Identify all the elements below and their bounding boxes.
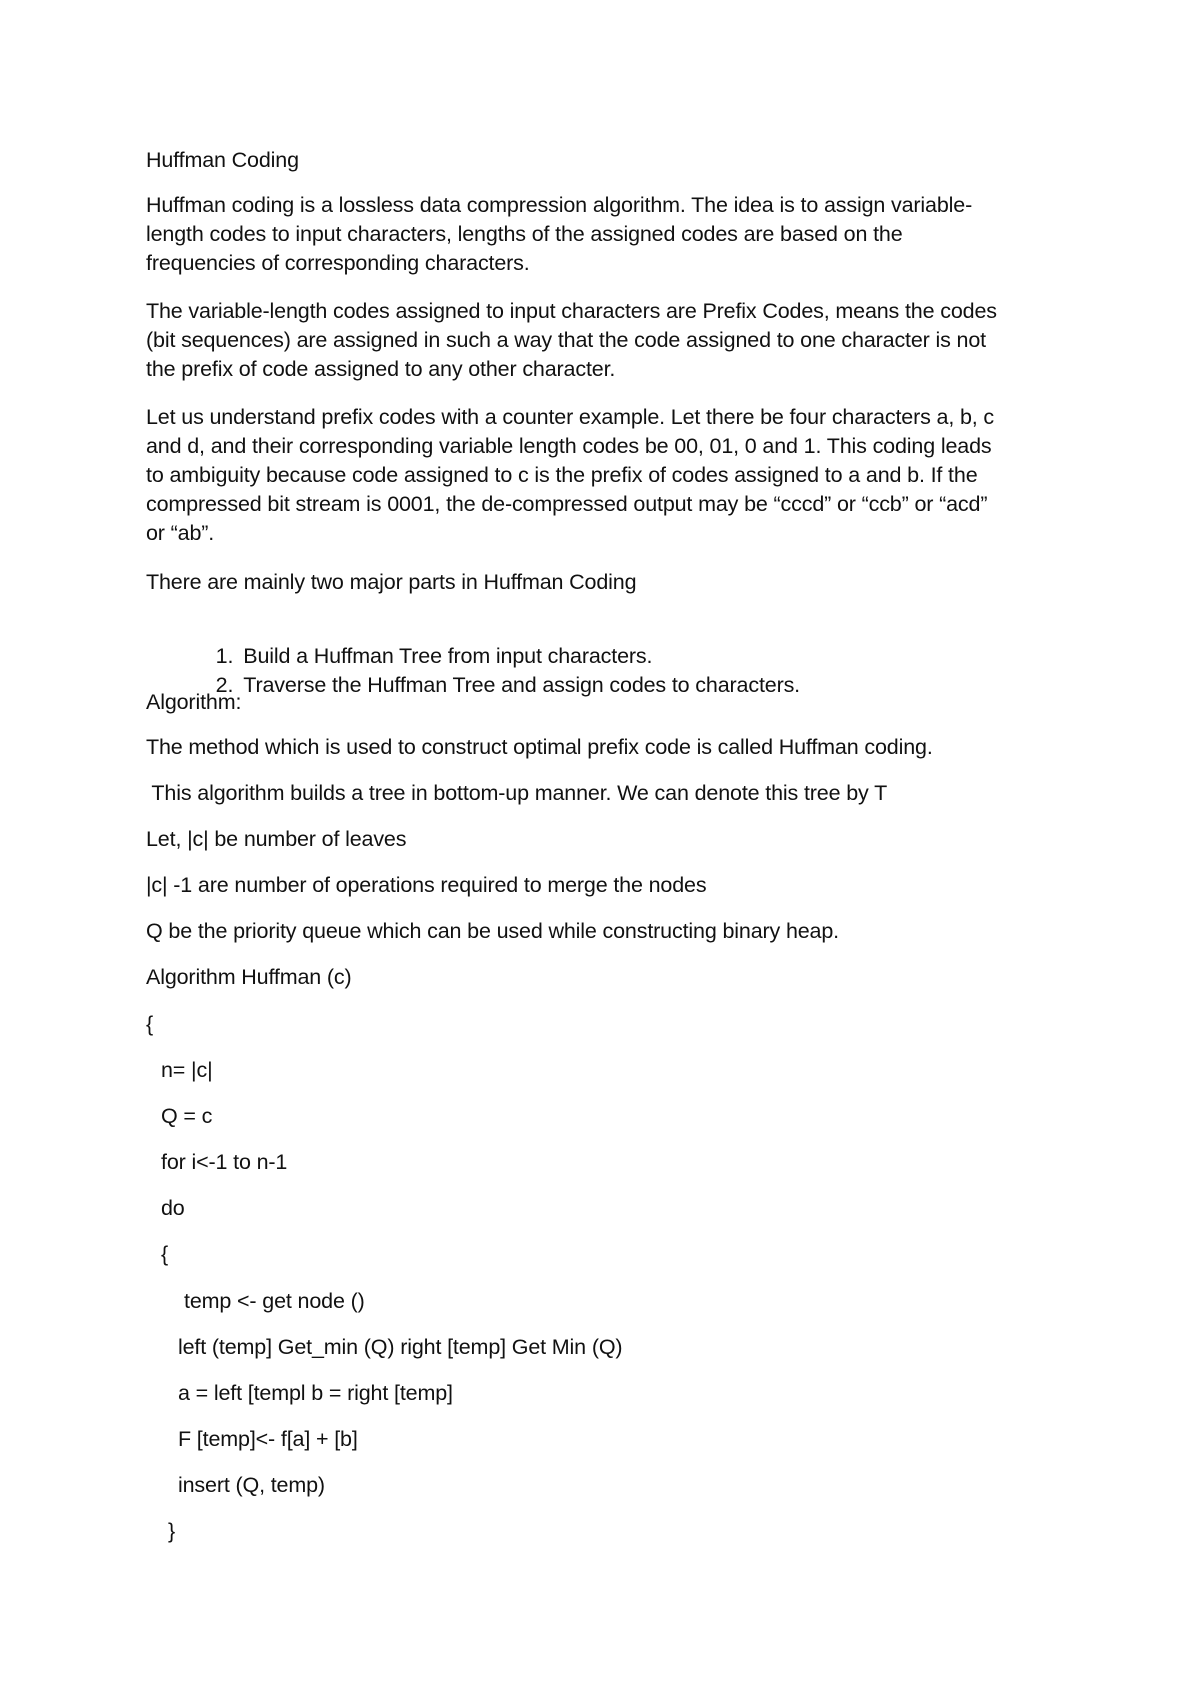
- list-text: Traverse the Huffman Tree and assign codes to characters.: [243, 673, 801, 697]
- list-text: Build a Huffman Tree from input characters.: [243, 644, 653, 668]
- code-inner-close-brace: }: [168, 1519, 176, 1543]
- paragraph-line: frequencies of corresponding characters.: [146, 251, 530, 275]
- code-line: a = left [templ b = right [temp]: [178, 1381, 453, 1405]
- intro-paragraph: [146, 191, 1066, 278]
- code-line: Q = c: [161, 1104, 213, 1128]
- bottom-up-line: This algorithm builds a tree in bottom-up manner. We can denote this tree by T: [146, 781, 888, 805]
- paragraph-line: The variable-length codes assigned to input characters are Prefix Codes, means the codes: [146, 299, 997, 323]
- paragraph-line: (bit sequences) are assigned in such a way that the code assigned to one character is not: [146, 328, 986, 352]
- document-page: [146, 0, 1066, 1696]
- list-item: [184, 642, 800, 729]
- paragraph-line: or “ab”.: [146, 521, 215, 545]
- leaves-line: Let, |c| be number of leaves: [146, 827, 407, 851]
- method-line: The method which is used to construct optimal prefix code is called Huffman coding.: [146, 735, 933, 759]
- queue-line: Q be the priority queue which can be used while constructing binary heap.: [146, 919, 839, 943]
- code-line: F [temp]<- f[a] + [b]: [178, 1427, 358, 1451]
- code-inner-open-brace: {: [161, 1242, 169, 1266]
- operations-line: |c| -1 are number of operations required to merge the nodes: [146, 873, 707, 897]
- list-number: 1.: [215, 644, 234, 668]
- paragraph-line: the prefix of code assigned to any other character.: [146, 357, 616, 381]
- code-line: left (temp] Get_min (Q) right [temp] Get Min (Q): [178, 1335, 623, 1359]
- code-line: for i<-1 to n-1: [161, 1150, 288, 1174]
- paragraph-line: Huffman coding is a lossless data compression algorithm. The idea is to assign variable-: [146, 193, 973, 217]
- code-line: do: [161, 1196, 185, 1220]
- code-line: insert (Q, temp): [178, 1473, 325, 1497]
- paragraph-line: and d, and their corresponding variable length codes be 00, 01, 0 and 1. This coding leads: [146, 434, 992, 458]
- code-header: Algorithm Huffman (c): [146, 965, 352, 989]
- paragraph-line: to ambiguity because code assigned to c is the prefix of codes assigned to a and b. If the: [146, 463, 978, 487]
- algorithm-heading: Algorithm:: [146, 690, 242, 714]
- code-line: n= |c|: [161, 1058, 213, 1082]
- paragraph-line: compressed bit stream is 0001, the de-compressed output may be “cccd” or “ccb” or “acd”: [146, 492, 988, 516]
- prefix-codes-paragraph: [146, 297, 1066, 384]
- document-title: Huffman Coding: [146, 148, 299, 172]
- list-number: 2.: [215, 673, 234, 697]
- paragraph-line: Let us understand prefix codes with a counter example. Let there be four characters a, b, c: [146, 405, 995, 429]
- code-line: temp <- get node (): [184, 1289, 365, 1313]
- code-open-brace: {: [146, 1012, 154, 1036]
- parts-intro: There are mainly two major parts in Huffman Coding: [146, 570, 637, 594]
- paragraph-line: length codes to input characters, lengths of the assigned codes are based on the: [146, 222, 903, 246]
- counter-example-paragraph: [146, 403, 1066, 548]
